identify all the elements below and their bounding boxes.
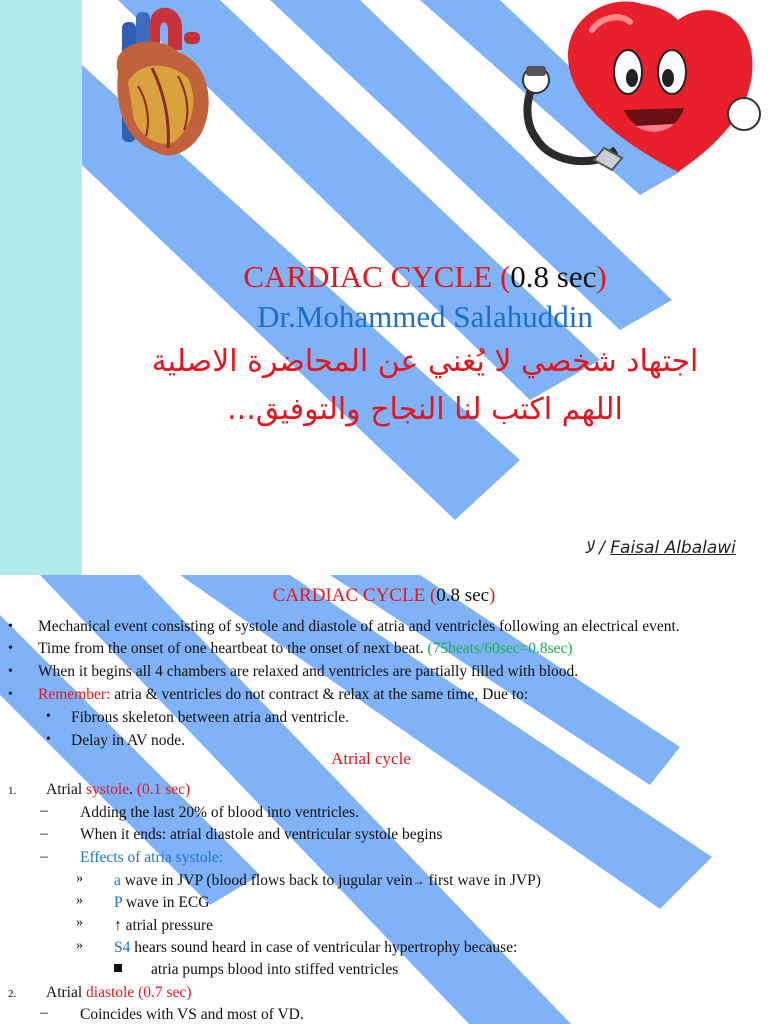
sub-bullet-1: Fibrous skeleton between atria and ventricle. [71, 709, 350, 726]
bullet-dot: • [8, 664, 13, 679]
effect-1-tail: first wave in JVP) [424, 872, 541, 889]
dash-marker: – [40, 1004, 48, 1021]
main-title [90, 258, 760, 296]
item-2-duration: (0.7 sec) [134, 984, 192, 1001]
bullet-1: Mechanical event consisting of systole and diastole of atria and ventricles following an electrical event. [38, 618, 680, 635]
effect-4-key: S4 [114, 939, 131, 956]
content-slide [0, 575, 768, 1024]
title-duration: 0.8 sec [510, 259, 597, 294]
signature-name: Faisal Albalawi [610, 538, 736, 558]
slide2-title-text: CARDIAC CYCLE ( [272, 585, 437, 606]
author-name: Dr.Mohammed Salahuddin [257, 299, 593, 334]
dash-marker: – [40, 802, 48, 819]
effect-2 [114, 893, 209, 913]
item-1-number: 1. [8, 785, 17, 797]
bullet-dot: • [8, 687, 13, 702]
effect-4-text: hears sound heard in case of ventricular hypertrophy because: [130, 939, 518, 956]
item-2-prefix: Atrial [46, 984, 87, 1001]
dash-marker: – [40, 825, 48, 842]
effect-1-key: a [114, 872, 121, 889]
bullet-4-text: atria & ventricles do not contract & relax at the same time, Due to: [110, 686, 529, 703]
effects-heading: Effects of atria systole: [80, 849, 224, 866]
effect-1-text: wave in JVP (blood flows back to jugular vein [120, 872, 413, 889]
bullet-2-note: (75beats/60sec=0.8sec) [427, 640, 573, 657]
item-1-point-2: When it ends: atrial diastole and ventricular systole begins [80, 826, 443, 843]
title-text: CARDIAC CYCLE ( [243, 259, 511, 294]
slide2-title [0, 585, 768, 607]
dash-marker: – [40, 848, 48, 865]
item-1-dot: . [129, 781, 133, 798]
slide2-title-close-paren: ) [489, 585, 496, 606]
chevron-marker: » [76, 871, 83, 886]
bullet-2-text: Time from the onset of one heartbeat to the onset of next beat. [38, 640, 428, 657]
bullet-dot: • [8, 619, 13, 634]
signature-mark: ﻻ / [584, 538, 605, 558]
bullet-4 [38, 685, 528, 705]
cartoon-heart-icon [512, 0, 768, 180]
bullet-2 [38, 639, 573, 659]
anatomical-heart-icon [98, 2, 218, 162]
slide2-title-duration: 0.8 sec [436, 585, 490, 606]
item-1-point-1: Adding the last 20% of blood into ventricles. [80, 804, 359, 821]
chevron-marker: » [76, 938, 83, 953]
sub-bullet-2: Delay in AV node. [71, 732, 185, 749]
effect-1 [114, 871, 541, 891]
item-1-duration: (0.1 sec) [132, 781, 191, 798]
sub-bullet-dot: • [46, 709, 51, 724]
item-2-number: 2. [8, 988, 17, 1000]
effect-2-text: wave in ECG [122, 894, 210, 911]
arabic-disclaimer: اجتهاد شخصي لا يُغني عن المحاضرة الاصلية [151, 344, 699, 379]
chevron-marker: » [76, 893, 83, 908]
right-arrow-icon: → [412, 874, 425, 888]
effect-2-key: P [114, 894, 123, 911]
remember-label: Remember: [38, 686, 111, 703]
atrial-cycle-heading: Atrial cycle [331, 749, 411, 768]
bullet-dot: • [8, 641, 13, 656]
item-1-heading [46, 780, 190, 800]
title-block [90, 258, 760, 434]
square-bullet-icon [114, 964, 122, 972]
item-2-point-1: Coincides with VS and most of VD. [80, 1006, 304, 1023]
item-1-term: systole [86, 781, 130, 798]
effect-4 [114, 938, 517, 958]
effect-4-reason: atria pumps blood into stiffed ventricles [151, 961, 399, 978]
arabic-prayer: اللهم اكتب لنا النجاح والتوفيق... [227, 392, 623, 427]
effect-3: ↑ atrial pressure [114, 917, 213, 934]
item-2-term: diastole [86, 984, 135, 1001]
chevron-marker: » [76, 915, 83, 930]
bullet-3: When it begins all 4 chambers are relaxed and ventricles are partially filled with blood. [38, 663, 579, 680]
sub-bullet-dot: • [46, 732, 51, 747]
item-2-heading [46, 983, 192, 1003]
item-1-prefix: Atrial [46, 781, 87, 798]
title-close-paren: ) [596, 259, 607, 294]
signature [584, 538, 736, 558]
